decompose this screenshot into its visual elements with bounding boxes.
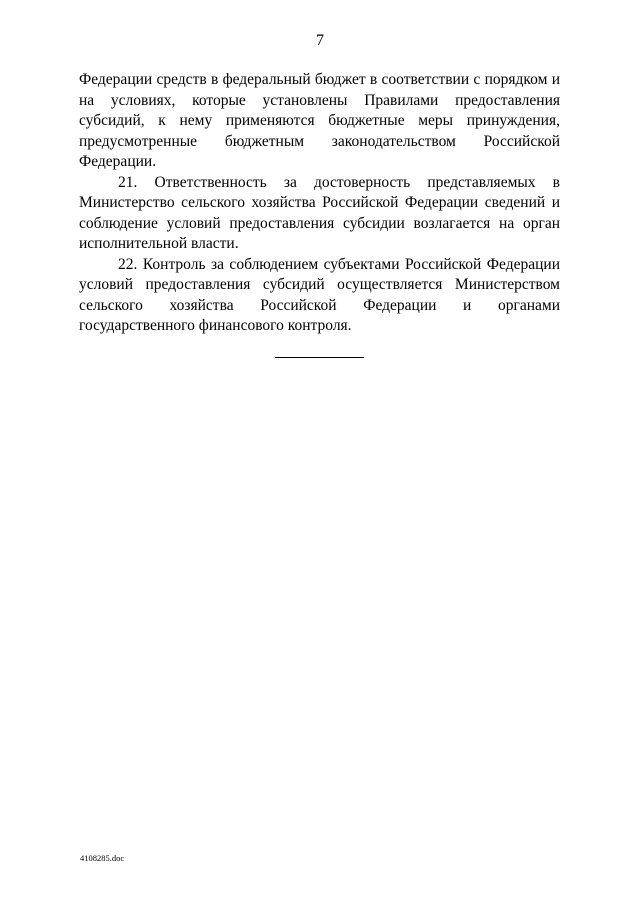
paragraph-continuation: Федерации средств в федеральный бюджет в соответствии с порядком и на условиях, которые установлены Правилами предоставления субсидий, к нему применяются бюджетные меры принуждения, предусмотренные бюджетным законодательством Российской Федерации. <box>79 71 560 170</box>
end-divider-line <box>275 357 364 358</box>
document-body <box>79 70 560 337</box>
footer-filename: 4108285.doc <box>80 853 125 863</box>
page-number: 7 <box>316 32 324 49</box>
paragraph-22: 22. Контроль за соблюдением субъектами Российской Федерации условий предоставления субсидий осуществляется Министерством сельского хозяйства Российской Федерации и органами государственного финансового контроля. <box>79 255 560 334</box>
paragraph-21: 21. Ответственность за достоверность представляемых в Министерство сельского хозяйства Российской Федерации сведений и соблюдение условий предоставления субсидии возлагается на орган исполнительной власти. <box>79 173 560 252</box>
